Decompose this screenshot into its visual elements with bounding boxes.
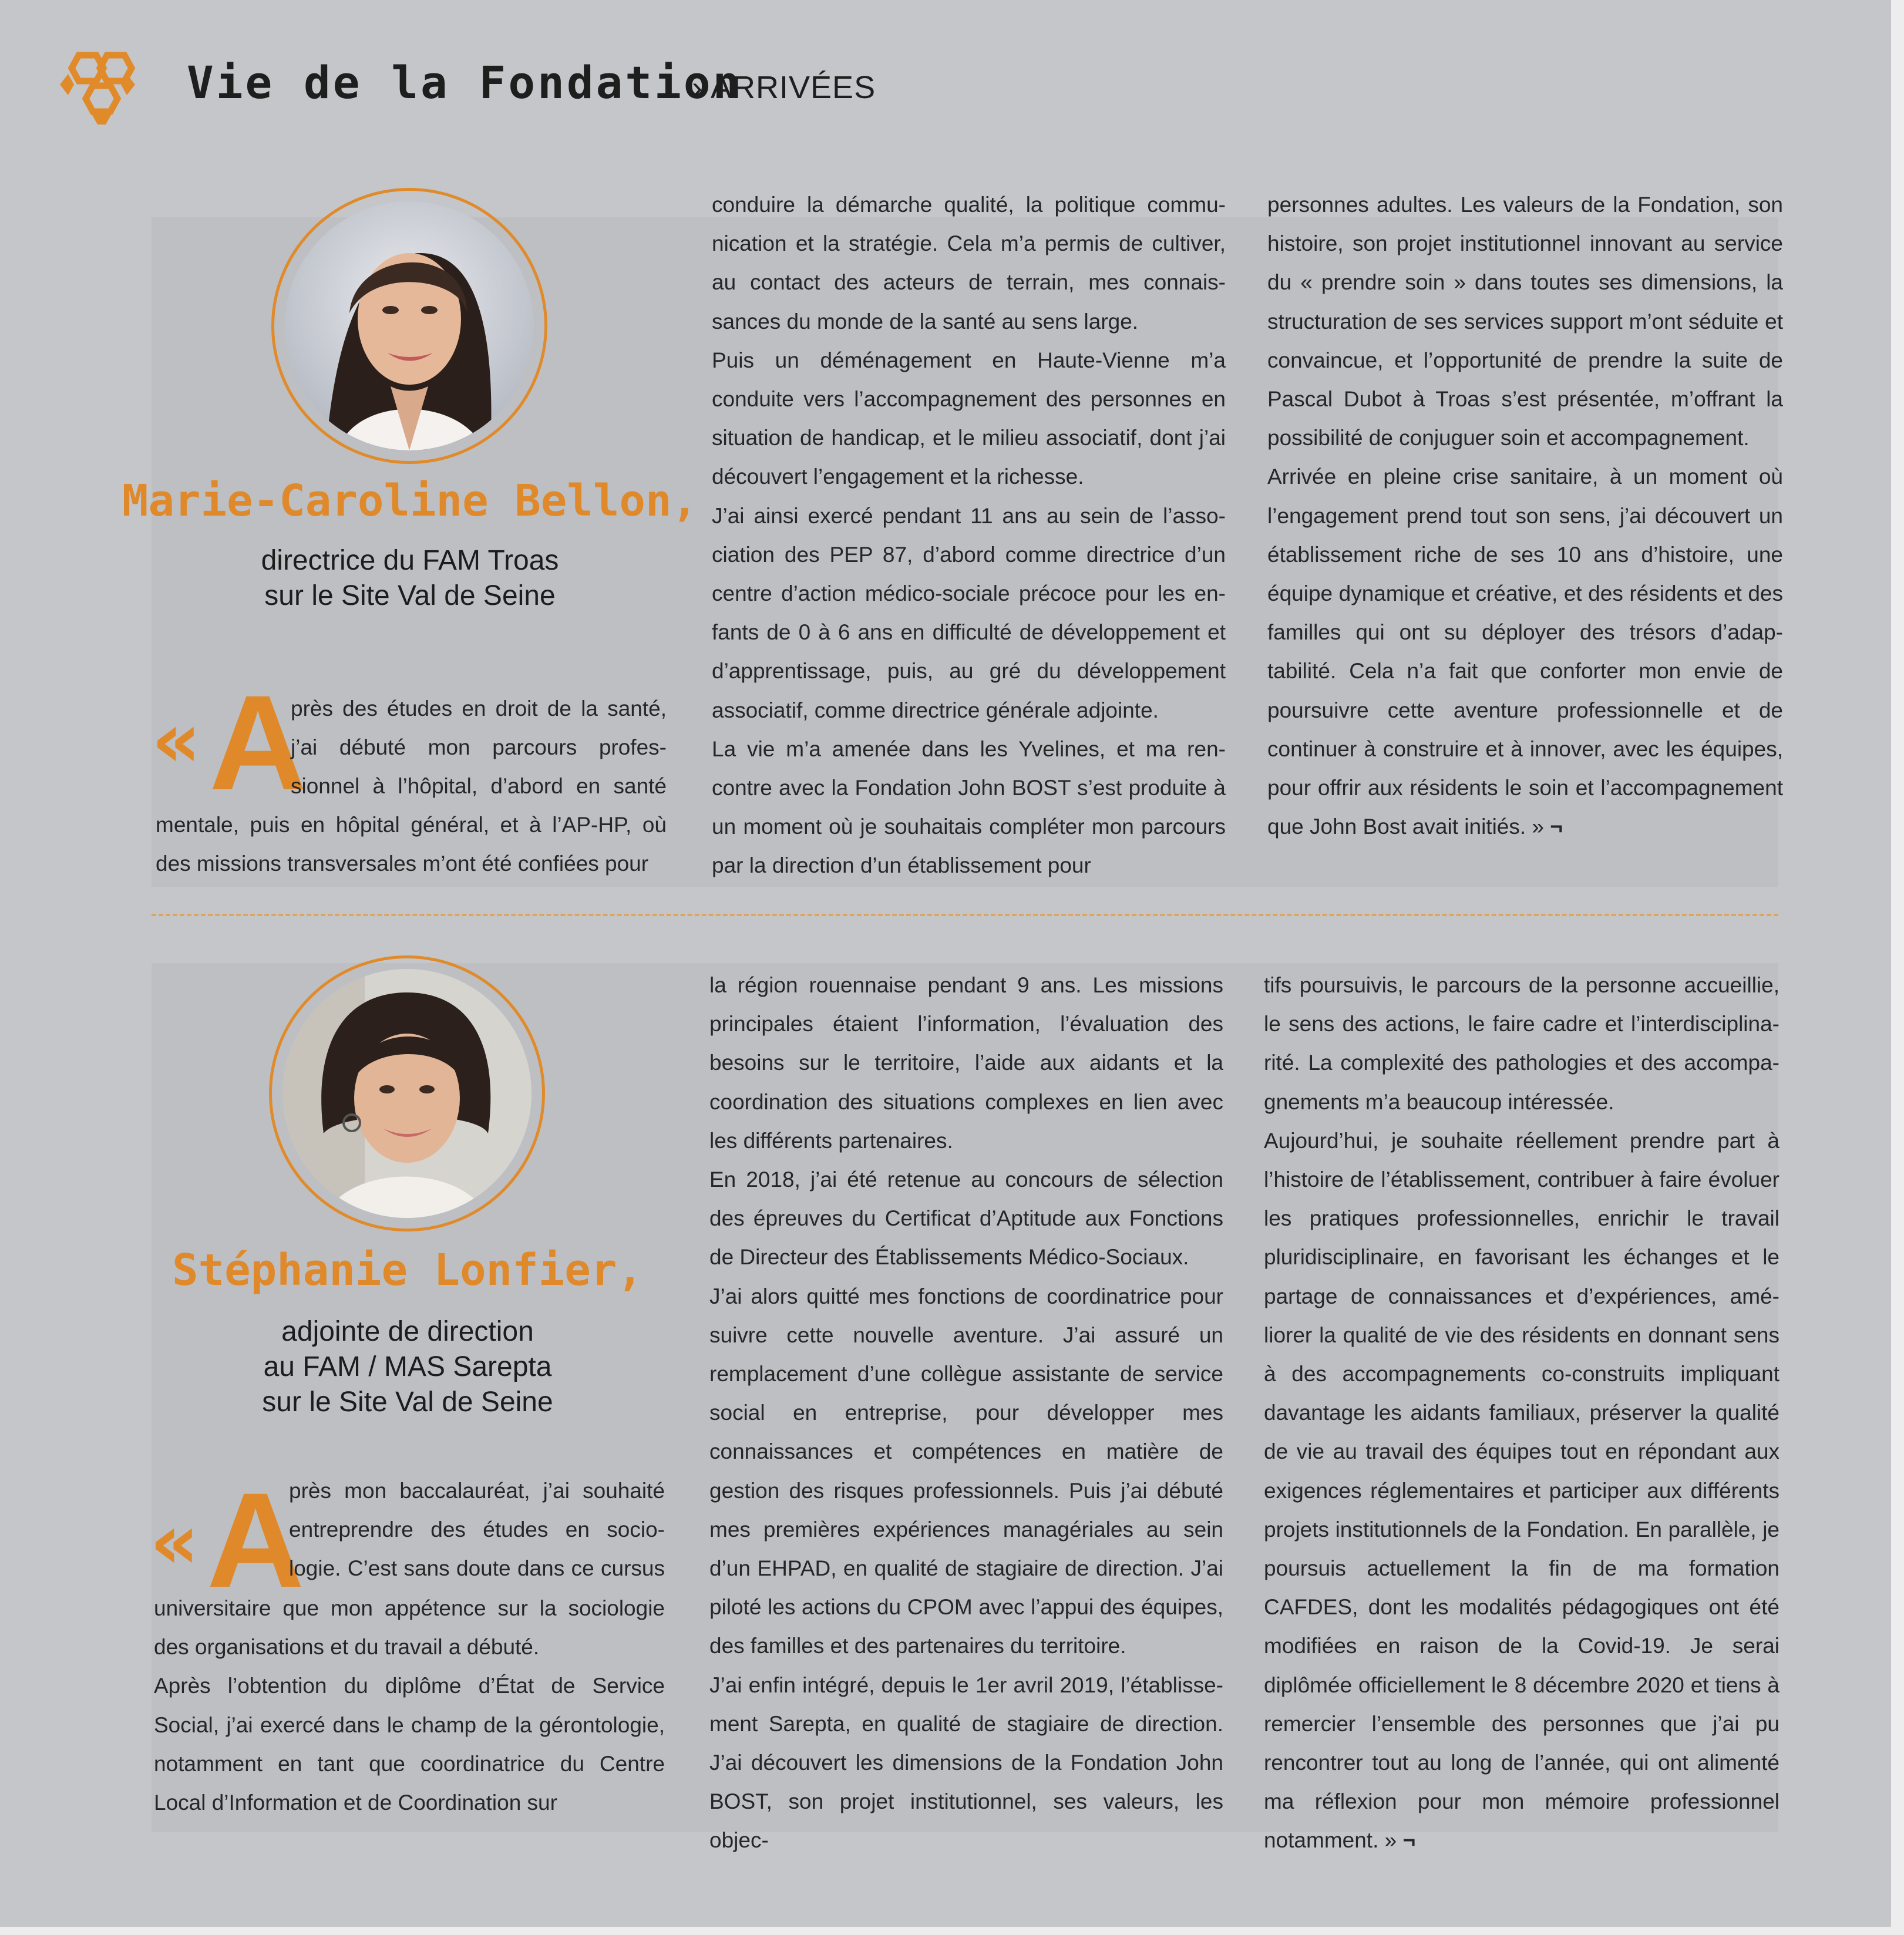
paragraph: Après l’obtention du diplôme d’État de Service Social, j’ai exercé dans le champ de la gérontologie, notamment en tant que coordinatrice du Centre Local d’Information et de Coordination sur (154, 1674, 665, 1815)
article-1-column-3 (1267, 186, 1783, 846)
paragraph: tifs poursuivis, le parcours de la personne accueillie, le sens des actions, le faire cadre et l’interdisciplinarité. La complexité des pathologies et des accompagnements m’a beaucoup intéressée. (1264, 973, 1779, 1114)
person-role (116, 543, 704, 614)
foundation-hexagon-logo-icon (56, 51, 139, 127)
role-line: sur le Site Val de Seine (262, 1387, 553, 1418)
end-mark-icon: ¬ (1550, 815, 1563, 839)
lead-line: entreprendre des études en socio- (289, 1517, 665, 1542)
role-line: au FAM / MAS Sarepta (263, 1351, 552, 1382)
article-2-column-1-rest (154, 1589, 665, 1822)
page-bottom-edge (0, 1927, 1904, 1935)
person-role (114, 1314, 701, 1420)
section-title: Vie de la Fondation (187, 56, 742, 109)
paragraph: personnes adultes. Les valeurs de la Fondation, son histoire, son projet institutionnel innovant au service du « prendre soin » dans toutes ses dimensions, la structuration de ses services support m’ont séduite et convaincue, et l’opportunité de prendre la suite de Pascal Dubot à Troas s’est présentée, m’offrant la possibilité de conjuguer soin et accompagnement. (1267, 193, 1783, 450)
article-2-column-2 (709, 966, 1223, 1860)
person-name: Marie-Caroline Bellon, (122, 476, 698, 526)
closing-text: Arrivée en pleine crise sanitaire, à un moment où l’engagement prend tout son sens, j’ai découvert un établissement riche de ses 10 ans d’histoire, une équipe dynamique et créative, et des résidents et des familles qui ont su déployer des trésors d’adaptabilité. Cela n’a fait que conforter mon envie de poursuivre cette aventure professionnelle et de continuer à construire et à innover, avec les équipes, pour offrir aux résidents le soin et l’accompagnement que John Bost avait initiés. » (1267, 465, 1783, 839)
paragraph: universitaire que mon appétence sur la sociologie des organisations et du travail a débuté. (154, 1596, 665, 1660)
portrait-stephanie-lonfier (282, 969, 531, 1218)
paragraph: la région rouennaise pendant 9 ans. Les missions principales étaient l’information, l’évaluation des besoins sur le territoire, l’aide aux aidants et la coordination des situations complexes en lien avec les différents partenaires. (709, 973, 1223, 1153)
drop-cap-letter: A (209, 667, 307, 818)
paragraph: La vie m’a amenée dans les Yvelines, et ma rencontre avec la Fondation John BOST s’est produite à un moment où je souhaitais compléter mon parcours par la direction d’un établissement pour (712, 736, 1226, 878)
paragraph (1264, 1122, 1779, 1860)
portrait-marie-caroline-bellon (285, 201, 534, 450)
person-name: Stéphanie Lonfier, (172, 1245, 643, 1295)
paragraph: En 2018, j’ai été retenue au concours de sélection des épreuves du Certificat d’Aptitude aux Fonctions de Directeur des Établissements Médico-Sociaux. (709, 1167, 1223, 1270)
paragraph: mentale, puis en hôpital général, et à l’AP-HP, où des missions transversales m’ont été confiées pour (156, 813, 667, 876)
lead-line: près des études en droit de la santé, (291, 696, 667, 721)
opening-quote-mark: « (150, 1497, 199, 1586)
subsection-label: › ARRIVÉES (692, 70, 876, 105)
end-mark-icon: ¬ (1402, 1828, 1416, 1853)
article-1-column-2 (712, 186, 1226, 886)
role-line: adjointe de direction (281, 1316, 534, 1347)
lead-line: sionnel à l’hôpital, d’abord en santé (291, 774, 667, 799)
page-edge (1891, 0, 1904, 1935)
paragraph (1267, 457, 1783, 846)
article-1-column-1-rest (156, 806, 667, 883)
opening-quote-mark: « (152, 695, 201, 785)
article-2-column-3 (1264, 966, 1779, 1860)
paragraph: conduire la démarche qualité, la politique communication et la stratégie. Cela m’a permis de cultiver, au contact des acteurs de terrain, mes connaissances du monde de la santé au sens large. (712, 193, 1226, 334)
lead-text (291, 689, 667, 806)
lead-text (289, 1472, 665, 1589)
lead-line: logie. C’est sans doute dans ce cursus (289, 1556, 665, 1581)
paragraph: J’ai ainsi exercé pendant 11 ans au sein de l’association des PEP 87, d’abord comme directrice d’un centre d’action médico-sociale précoce pour les enfants de 0 à 6 ans en difficulté de développement et d’apprentissage, puis, au gré du développement associatif, comme directrice générale adjointe. (712, 503, 1226, 722)
drop-cap-letter: A (207, 1465, 305, 1616)
role-line: directrice du FAM Troas (261, 545, 559, 576)
role-line: sur le Site Val de Seine (264, 580, 556, 611)
paragraph: Puis un déménagement en Haute-Vienne m’a conduite vers l’accompagnement des personnes en situation de handicap, et le milieu associatif, dont j’ai découvert l’engagement et la richesse. (712, 348, 1226, 489)
lead-line: près mon baccalauréat, j’ai souhaité (289, 1479, 665, 1503)
paragraph: J’ai enfin intégré, depuis le 1er avril 2019, l’établissement Sarepta, en qualité de stagiaire de direction. J’ai découvert les dimensions de la Fondation John BOST, son projet institutionnel, ses valeurs, les objec- (709, 1672, 1223, 1853)
paragraph: J’ai alors quitté mes fonctions de coordinatrice pour suivre cette nouvelle aventure. J’ai assuré un remplacement d’une collègue assistante de service social en entreprise, pour développer mes connaissances et compétences en matière de gestion des risques professionnels. Puis j’ai débuté mes premières expériences managériales au sein d’un EHPAD, en qualité de stagiaire de direction. J’ai piloté les actions du CPOM avec l’appui des équipes, des familles et des partenaires du territoire. (709, 1284, 1223, 1658)
lead-line: j’ai débuté mon parcours profes- (291, 735, 667, 760)
article-divider (152, 914, 1778, 916)
closing-text: Aujourd’hui, je souhaite réellement prendre part à l’histoire de l’établissement, contribuer à faire évoluer les pratiques professionnelles, enrichir le travail pluridisciplinaire, en favorisant les échanges et le partage de connaissances et d’expériences, améliorer la qualité de vie des résidents en donnant sens à des accompagnements co-construits impliquant davantage les aidants familiaux, préserver la qualité de vie au travail des équipes tout en répondant aux exigences réglementaires et participer aux différents projets institutionnels de la Fondation. En parallèle, je poursuis actuellement la fin de ma formation CAFDES, dont les modalités pédagogiques ont été modifiées en raison de la Covid-19. Je serai diplômée officiellement le 8 décembre 2020 et tiens à remercier l’ensemble des personnes que j’ai pu rencontrer tout au long de l’année, qui ont alimenté ma réflexion pour mon mémoire professionnel notamment. » (1264, 1128, 1779, 1853)
